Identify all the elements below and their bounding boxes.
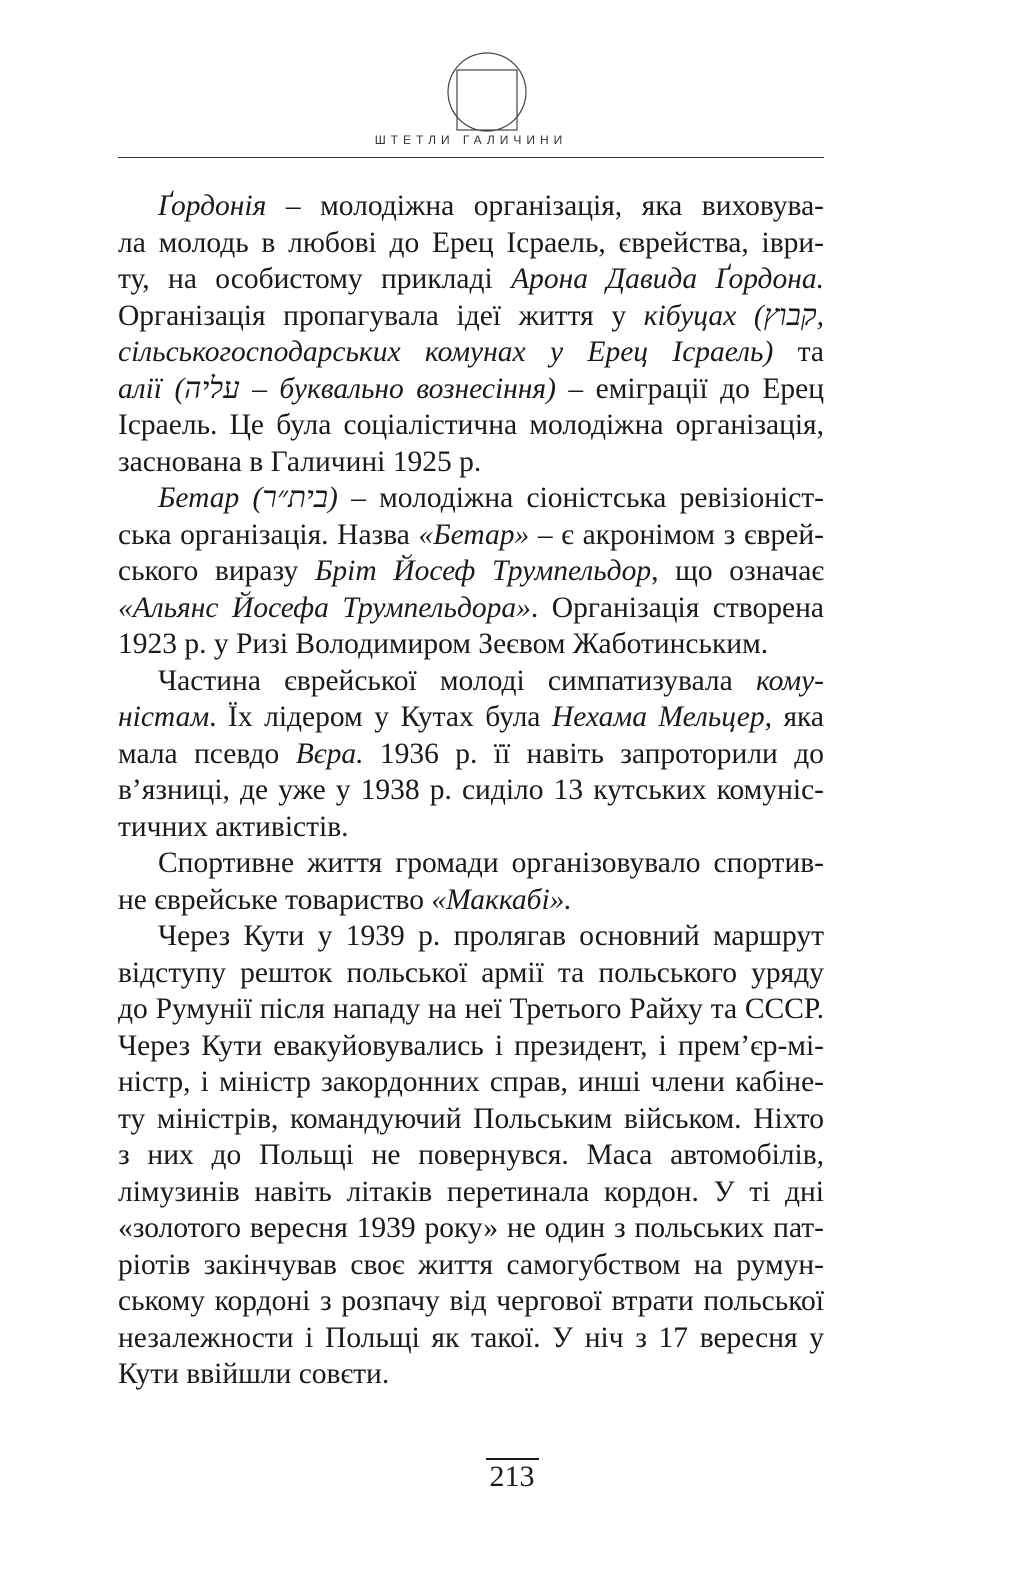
header-rule	[118, 157, 824, 158]
text-line	[118, 845, 824, 882]
text-line	[118, 991, 824, 1028]
text-run: . Їх лідером у Кутах була	[209, 701, 552, 733]
italic-text: Бріт Йосеф Трумпельдор	[314, 555, 652, 587]
text-line	[118, 1356, 824, 1393]
text-run: – є акронімом з єврей-	[529, 518, 825, 551]
italic-text: «Маккабі».	[431, 883, 572, 916]
italic-text: Нехама Мельцер,	[551, 701, 772, 733]
text-run: ністр, і міністр закордонних справ, инші члени кабіне-	[118, 1066, 824, 1098]
text-run: заснована в Галичині 1925 р.	[118, 445, 482, 478]
paragraph	[118, 188, 824, 480]
text-line	[118, 1247, 824, 1284]
text-line	[118, 517, 824, 554]
text-run: та	[773, 336, 824, 368]
text-run: 1936 р. її навіть запроторили до	[363, 737, 824, 770]
body-text	[118, 188, 824, 1393]
text-run: в’язниці, де уже у 1938 р. сиділо 13 кутських комуніс-	[118, 774, 824, 806]
text-run: ського виразу	[118, 555, 315, 587]
paragraph	[118, 480, 824, 663]
italic-text: «Бетар»	[418, 518, 530, 551]
text-line	[118, 444, 824, 481]
text-line	[118, 809, 824, 846]
text-line	[118, 188, 824, 225]
text-line	[118, 1210, 824, 1247]
text-line	[118, 626, 824, 663]
text-run: тичних активістів.	[118, 810, 349, 843]
text-run: незалежности і Польщі як такої. У ніч з 17 вересня у	[118, 1321, 824, 1354]
text-run: Спортивне життя громади організовувало спортив-	[158, 847, 824, 879]
text-run: «золотого вересня 1939 року» не один з польських пат-	[118, 1212, 824, 1244]
text-run: ська організація. Назва	[118, 518, 419, 551]
running-head: ШТЕТЛИ ГАЛИЧИНИ	[374, 133, 568, 147]
italic-text: кібуцах (קבוץ,	[643, 299, 824, 332]
text-line	[118, 334, 824, 371]
text-line	[118, 261, 824, 298]
page-number-value: 213	[486, 1458, 539, 1493]
text-run: Ісраель. Це була соціалістична молодіжна організація,	[118, 409, 824, 441]
italic-text: Ґордонія	[158, 190, 267, 222]
page-number	[0, 1460, 1024, 1494]
text-line	[118, 1137, 824, 1174]
paragraph	[118, 845, 824, 918]
text-line	[118, 553, 824, 590]
text-run: ла молодь в любові до Ерец Ісраель, єврейства, іври-	[118, 226, 824, 259]
text-run: Через Кути у 1939 р. пролягав основний маршрут	[158, 920, 824, 952]
text-line	[118, 1320, 824, 1357]
text-run: Кути ввійшли совєти.	[118, 1358, 390, 1390]
text-run: відступу решток польської армії та польського уряду	[118, 956, 824, 989]
text-line	[118, 772, 824, 809]
text-line	[118, 736, 824, 773]
text-line	[118, 590, 824, 627]
text-run: ріотів закінчував своє життя самогубством на румун-	[118, 1248, 824, 1281]
paragraph	[118, 918, 824, 1393]
text-run: Організація пропагувала ідеї життя у	[118, 299, 644, 332]
text-run: – молодіжна сіоністська ревізіоніст-	[337, 482, 825, 514]
text-run: 1923 р. у Ризі Володимиром Зеєвом Жаботинським.	[118, 628, 769, 660]
italic-text: алії (עליה – буквально вознесіння)	[118, 372, 556, 405]
text-line	[118, 480, 824, 517]
text-line	[118, 407, 824, 444]
text-run: – молодіжна організація, яка виховува-	[266, 190, 824, 222]
circle-square-logo-icon	[432, 50, 542, 140]
italic-text: сільськогосподарських комунах у Ерец Ісраель)	[118, 336, 774, 368]
text-run: з них до Польщі не повернувся. Маса автомобілів,	[118, 1139, 824, 1171]
text-line	[118, 1101, 824, 1138]
text-run: – еміграції до Ерец	[555, 372, 824, 405]
italic-text: «Альянс Йосефа Трумпельдора»	[118, 591, 531, 624]
text-line	[118, 699, 824, 736]
italic-text: Арона Давида Ґордона.	[511, 263, 824, 295]
text-line	[118, 298, 824, 335]
text-run: Частина єврейської молоді симпатизувала	[158, 664, 756, 697]
text-line	[118, 1028, 824, 1065]
italic-text: Вєра.	[295, 737, 364, 770]
text-run: . Організація створена	[530, 591, 824, 624]
text-line	[118, 955, 824, 992]
text-run: не єврейське товариство	[118, 883, 432, 916]
italic-text: Бетар (בית״ר)	[158, 482, 338, 514]
text-run: мала псевдо	[118, 737, 296, 770]
text-run: ському кордоні з розпачу від чергової втрати польської	[118, 1285, 824, 1317]
text-run: Через Кути евакуйовувались і президент, і прем’єр-мі-	[118, 1029, 824, 1062]
text-line	[118, 918, 824, 955]
italic-text: ністам	[118, 701, 210, 733]
text-run: лімузинів навіть літаків перетинала кордон. У ті дні	[118, 1175, 824, 1208]
text-line	[118, 663, 824, 700]
paragraph	[118, 663, 824, 846]
text-run: , що означає	[651, 555, 824, 587]
text-line	[118, 1283, 824, 1320]
text-line	[118, 225, 824, 262]
text-run: яка	[771, 701, 824, 733]
italic-text: кому-	[755, 664, 824, 697]
text-line	[118, 371, 824, 408]
text-line	[118, 1174, 824, 1211]
text-run: до Румунії після нападу на неї Третього Райху та СССР.	[118, 993, 824, 1025]
text-run: ту міністрів, командуючий Польським військом. Ніхто	[118, 1102, 824, 1135]
text-run: ту, на особистому прикладі	[118, 263, 512, 295]
text-line	[118, 882, 824, 919]
text-line	[118, 1064, 824, 1101]
